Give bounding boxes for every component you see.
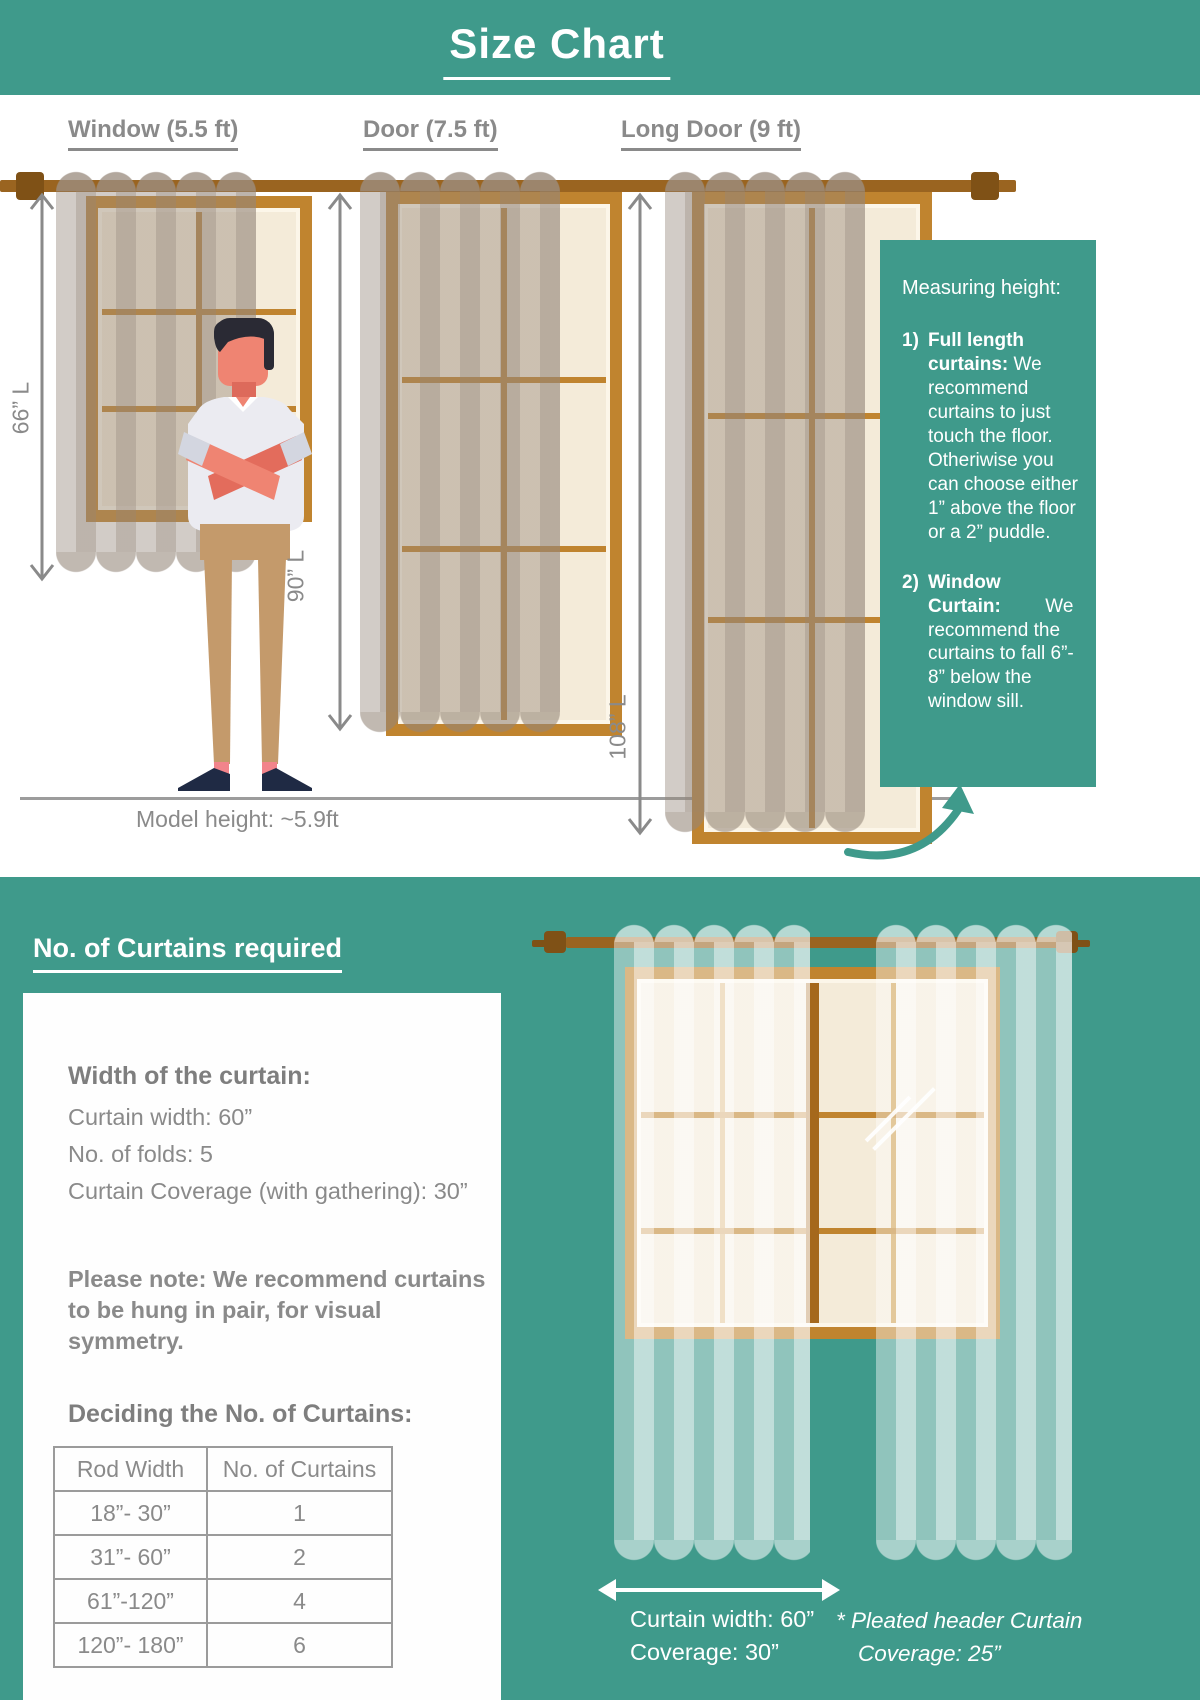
pleated-note-line2: Coverage: 25” <box>858 1641 1001 1666</box>
curtain-body <box>876 942 1072 1540</box>
item-bold-lead: Full length curtains: <box>928 330 1025 376</box>
table-row <box>54 1579 392 1623</box>
section-heading: No. of Curtains required <box>33 933 342 973</box>
long-door-size-label: Long Door (9 ft) <box>621 116 801 151</box>
curtain-header-scallops <box>665 165 865 191</box>
folds-line: No. of folds: 5 <box>68 1141 213 1167</box>
num-curtains-cell: 2 <box>207 1535 392 1579</box>
curtain-width-label: Curtain width: 60” <box>630 1606 815 1632</box>
item-number: 2) <box>902 571 919 593</box>
width-arrow-icon <box>596 1576 842 1604</box>
page-title: Size Chart <box>443 20 670 80</box>
long-door-curtain-illustration <box>665 165 865 836</box>
length-label-108: 108” L <box>604 694 631 760</box>
pleated-note-line1: * Pleated header Curtain <box>836 1608 1083 1633</box>
table-row <box>54 1623 392 1667</box>
width-info-title: Width of the curtain: <box>68 1062 311 1090</box>
sheer-curtain-right <box>876 918 1072 1564</box>
measuring-box-title: Measuring height: <box>902 277 1061 299</box>
rod-finial-left-lower <box>544 931 566 953</box>
rod-nub-right <box>1076 940 1090 947</box>
length-label-90: 90” L <box>282 549 309 603</box>
model-height-note: Model height: ~5.9ft <box>136 806 339 832</box>
curtain-header-scallops <box>360 165 560 191</box>
door-curtain-illustration <box>360 165 560 736</box>
curtain-body <box>360 191 560 712</box>
curtain-body <box>665 191 865 812</box>
rod-finial-right <box>971 172 999 200</box>
window-size-label: Window (5.5 ft) <box>68 116 238 151</box>
rod-width-cell: 120”- 180” <box>54 1623 207 1667</box>
rod-width-cell: 61”-120” <box>54 1579 207 1623</box>
curved-arrow-icon <box>838 780 988 868</box>
measuring-box-item-2 <box>902 571 1080 715</box>
rod-width-cell: 31”- 60” <box>54 1535 207 1579</box>
table-header-row <box>54 1447 392 1491</box>
rod-width-header: Rod Width <box>54 1447 207 1491</box>
num-curtains-cell: 4 <box>207 1579 392 1623</box>
item-number: 1) <box>902 330 919 352</box>
num-curtains-cell: 6 <box>207 1623 392 1667</box>
pair-recommendation-note: Please note: We recommend curtains to be hung in pair, for visual symmetry. <box>68 1266 486 1354</box>
rod-width-cell: 18”- 30” <box>54 1491 207 1535</box>
coverage-label: Coverage: 30” <box>630 1639 779 1665</box>
door-size-label: Door (7.5 ft) <box>363 116 498 151</box>
curtain-wavy-hem <box>876 1540 1072 1564</box>
curtain-header-scallops <box>614 918 810 942</box>
num-curtains-cell: 1 <box>207 1491 392 1535</box>
item-text: We recommend curtains to just touch the floor. Otheriwise you can choose either 1” above the floor or a 2” puddle. <box>928 354 1078 543</box>
curtain-wavy-hem <box>665 812 865 836</box>
curtain-wavy-hem <box>360 712 560 736</box>
curtain-body <box>614 942 810 1540</box>
item-bold-lead: Window Curtain: <box>928 571 1001 617</box>
curtain-width-line: Curtain width: 60” <box>68 1104 253 1130</box>
num-curtains-header: No. of Curtains <box>207 1447 392 1491</box>
item-text: We recommend the curtains to fall 6”- 8” below the window sill. <box>928 595 1074 713</box>
measuring-height-box <box>880 240 1096 787</box>
length-label-66: 66” L <box>7 381 34 435</box>
curtain-wavy-hem <box>614 1540 810 1564</box>
table-title: Deciding the No. of Curtains: <box>68 1400 413 1428</box>
table-row <box>54 1535 392 1579</box>
measure-arrow-90-icon <box>327 192 353 732</box>
curtain-header-scallops <box>56 165 256 191</box>
sheer-curtain-left <box>614 918 810 1564</box>
coverage-line: Curtain Coverage (with gathering): 30” <box>68 1178 468 1204</box>
table-row <box>54 1491 392 1535</box>
curtain-header-scallops <box>876 918 1072 942</box>
measuring-box-item-1 <box>902 329 1080 544</box>
curtains-table <box>53 1446 393 1668</box>
